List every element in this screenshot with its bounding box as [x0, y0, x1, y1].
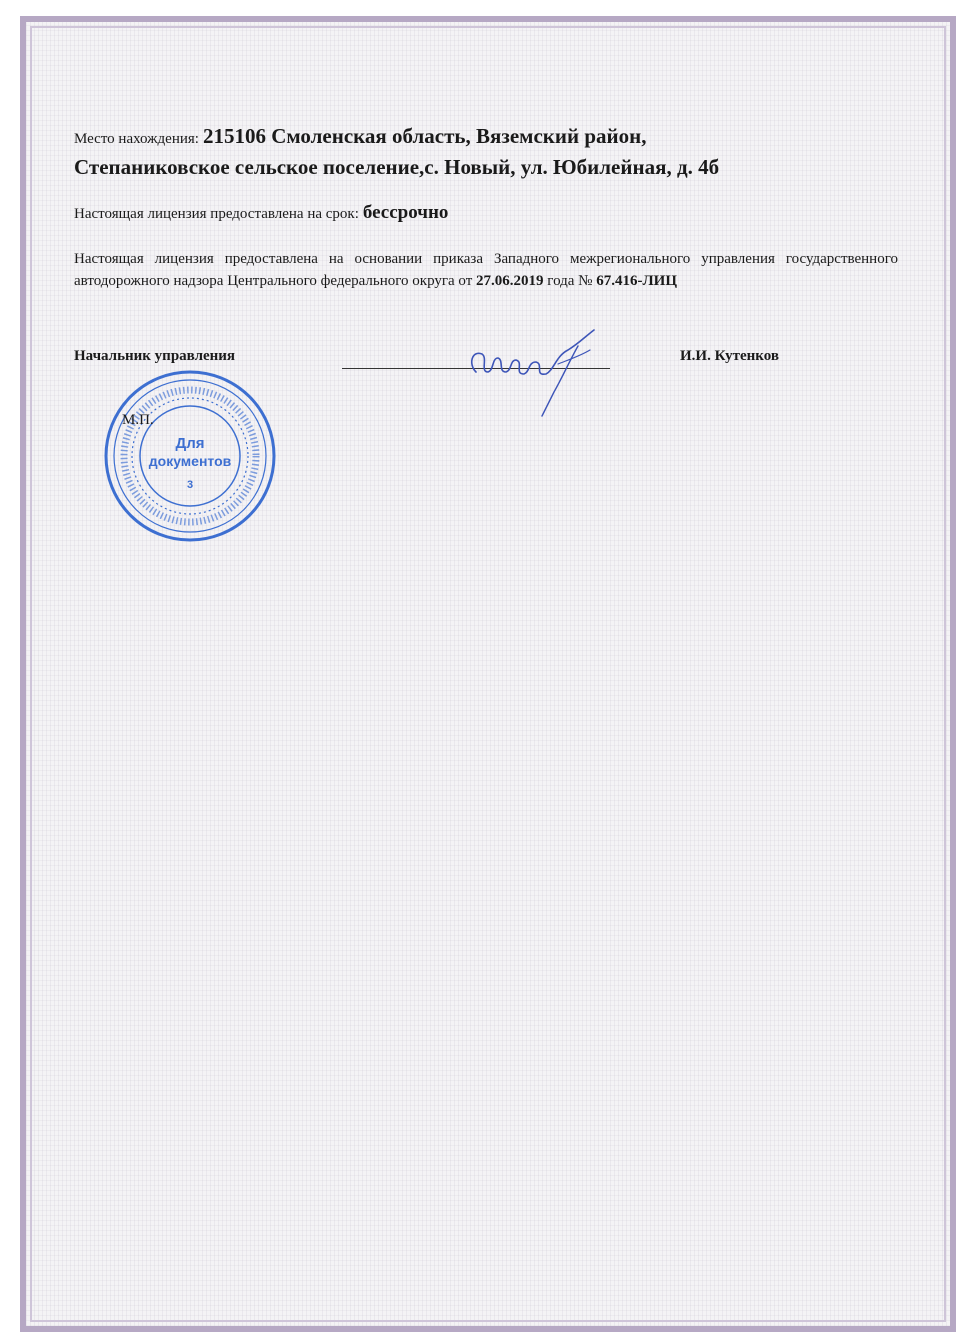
basis-paragraph: [74, 248, 898, 292]
location-block: [74, 122, 898, 184]
basis-middle: года №: [547, 273, 593, 289]
seal-center-number: 3: [186, 479, 194, 491]
handwritten-signature: [458, 320, 618, 420]
license-sheet: [20, 16, 956, 1332]
signatory-role: Начальник управления: [74, 348, 236, 364]
location-value-line2: Степаниковское сельское поселение,с. Новый, ул. Юбилейная, д. 4б: [74, 155, 720, 179]
term-value: бессрочно: [362, 202, 449, 223]
term-label: Настоящая лицензия предоставлена на срок:: [74, 206, 359, 222]
location-label: Место нахождения:: [74, 131, 199, 147]
seal-center-line2: документов: [148, 453, 232, 469]
basis-number: 67.416-ЛИЦ: [596, 273, 678, 289]
signatory-name: И.И. Кутенков: [680, 348, 779, 364]
term-block: [74, 200, 898, 227]
mp-mark: М.П.: [122, 412, 154, 428]
basis-text: Настоящая лицензия предоставлена на основании приказа Западного межрегионального управления государственного автодорожного надзора Центрального федерального округа от: [74, 251, 898, 289]
basis-date: 27.06.2019: [476, 273, 544, 289]
official-seal: [100, 366, 280, 546]
seal-center-line1: Для: [175, 435, 205, 452]
location-value-line1: 215106 Смоленская область, Вяземский район,: [202, 124, 647, 148]
